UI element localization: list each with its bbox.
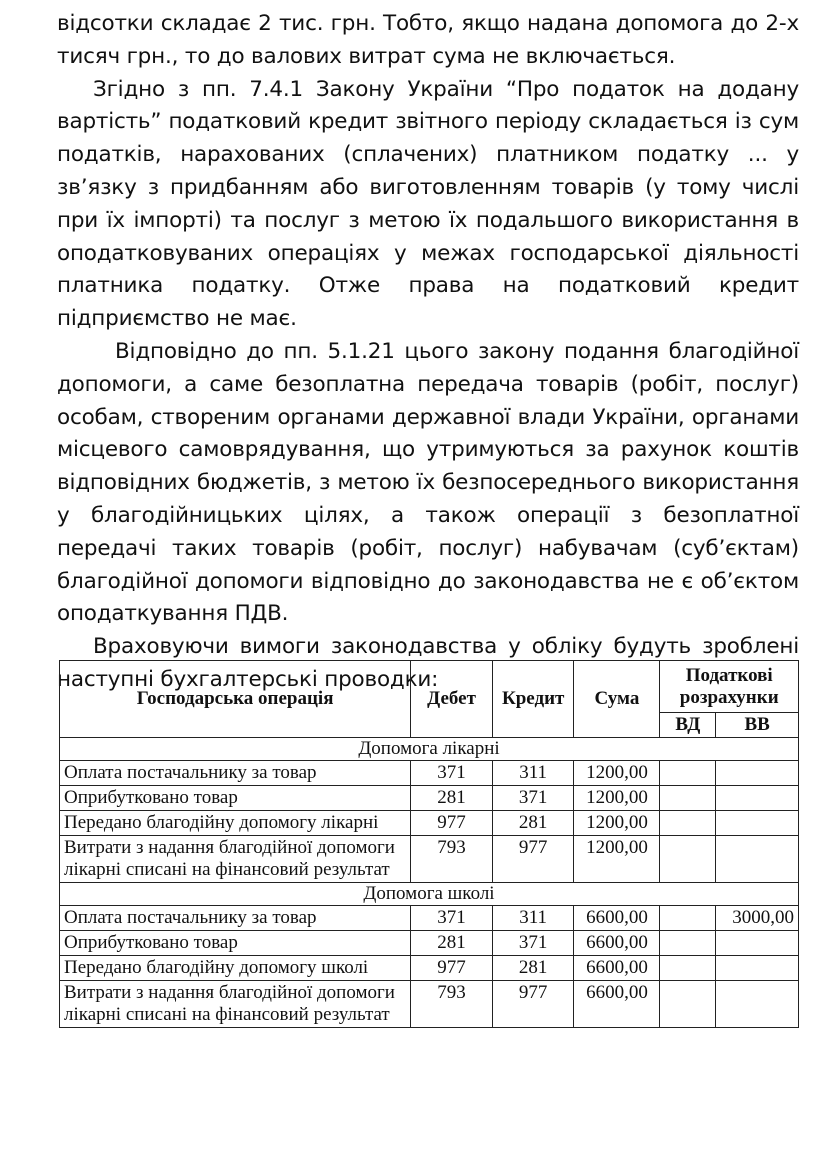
cell-vd [660, 761, 716, 786]
table-row [60, 906, 799, 931]
header-operation: Господарська операція [60, 661, 411, 738]
accounting-entries-table-wrap [59, 660, 799, 1028]
table-row [60, 981, 799, 1028]
table-row [60, 931, 799, 956]
cell-operation: Передано благодійну допомогу школі [60, 956, 411, 981]
section-title: Допомога лікарні [60, 738, 799, 761]
header-credit: Кредит [492, 661, 574, 738]
cell-vv [716, 836, 799, 883]
table-row [60, 956, 799, 981]
cell-debit: 281 [411, 931, 493, 956]
cell-operation: Оприбутковано товар [60, 786, 411, 811]
cell-debit: 281 [411, 786, 493, 811]
cell-sum: 1200,00 [574, 811, 660, 836]
cell-operation: Передано благодійну допомогу лікарні [60, 811, 411, 836]
cell-operation: Витрати з надання благодійної допомоги лікарні списані на фінансовий результат [60, 981, 411, 1028]
cell-vv [716, 931, 799, 956]
cell-vd [660, 931, 716, 956]
cell-vv [716, 761, 799, 786]
section-row [60, 738, 799, 761]
paragraph-3: Відповідно до пп. 5.1.21 цього закону подання благодійної допомоги, а саме безоплатна передача товарів (робіт, послуг) особам, створеним органами державної влади України, органами місцевого самоврядування, що утримуються за рахунок коштів відповідних бюджетів, з метою їх безпосереднього використання у благодійницьких цілях, а також операції з безоплатної передачі таких товарів (робіт, послуг) набувачам (суб’єктам) благодійної допомоги відповідно до законодавства не є об’єктом оподаткування ПДВ. [57, 338, 799, 627]
cell-debit: 371 [411, 761, 493, 786]
header-tax-calculations: Податкові розрахунки [660, 661, 799, 713]
cell-vd [660, 836, 716, 883]
document-body [57, 8, 799, 697]
table-row [60, 786, 799, 811]
cell-debit: 371 [411, 906, 493, 931]
cell-credit: 977 [492, 981, 574, 1028]
paragraph-2: Згідно з пп. 7.4.1 Закону України “Про податок на додану вартість” податковий кредит звітного періоду складається із сум податків, нарахованих (сплачених) платником податку ... у зв’язку з придбанням або виготовленням товарів (у тому числі при їх імпорті) та послуг з метою їх подальшого використання в оподатковуваних операціях у межах господарської діяльності платника податку. Отже права на податковий кредит підприємство не має. [57, 76, 799, 332]
cell-vv [716, 956, 799, 981]
cell-credit: 371 [492, 931, 574, 956]
cell-operation: Витрати з надання благодійної допомоги лікарні списані на фінансовий результат [60, 836, 411, 883]
cell-vd [660, 811, 716, 836]
cell-operation: Оплата постачальнику за товар [60, 761, 411, 786]
cell-vv [716, 981, 799, 1028]
cell-sum: 6600,00 [574, 931, 660, 956]
section-title: Допомога школі [60, 883, 799, 906]
cell-vd [660, 906, 716, 931]
header-vd: ВД [660, 713, 716, 738]
cell-debit: 793 [411, 981, 493, 1028]
cell-sum: 6600,00 [574, 906, 660, 931]
accounting-entries-table [59, 660, 799, 1028]
cell-credit: 977 [492, 836, 574, 883]
cell-credit: 281 [492, 956, 574, 981]
cell-vd [660, 981, 716, 1028]
cell-operation: Оприбутковано товар [60, 931, 411, 956]
header-vv: ВВ [716, 713, 799, 738]
cell-credit: 281 [492, 811, 574, 836]
header-sum: Сума [574, 661, 660, 738]
section-row [60, 883, 799, 906]
cell-operation: Оплата постачальнику за товар [60, 906, 411, 931]
cell-credit: 371 [492, 786, 574, 811]
cell-sum: 6600,00 [574, 956, 660, 981]
cell-debit: 977 [411, 956, 493, 981]
cell-vd [660, 786, 716, 811]
cell-vv: 3000,00 [716, 906, 799, 931]
cell-sum: 1200,00 [574, 836, 660, 883]
cell-vv [716, 786, 799, 811]
table-row [60, 836, 799, 883]
cell-credit: 311 [492, 906, 574, 931]
cell-credit: 311 [492, 761, 574, 786]
table-row [60, 811, 799, 836]
paragraph-4: Враховуючи вимоги законодавства у обліку будуть зроблені наступні бухгалтерські проводки: [57, 634, 799, 692]
cell-debit: 793 [411, 836, 493, 883]
cell-sum: 6600,00 [574, 981, 660, 1028]
cell-vv [716, 811, 799, 836]
header-debit: Дебет [411, 661, 493, 738]
table-body [60, 738, 799, 1028]
cell-sum: 1200,00 [574, 786, 660, 811]
table-row [60, 761, 799, 786]
cell-sum: 1200,00 [574, 761, 660, 786]
paragraph-1: відсотки складає 2 тис. грн. Тобто, якщо надана допомога до 2-х тисяч грн., то до валових витрат сума не включається. [57, 11, 799, 69]
cell-vd [660, 956, 716, 981]
cell-debit: 977 [411, 811, 493, 836]
